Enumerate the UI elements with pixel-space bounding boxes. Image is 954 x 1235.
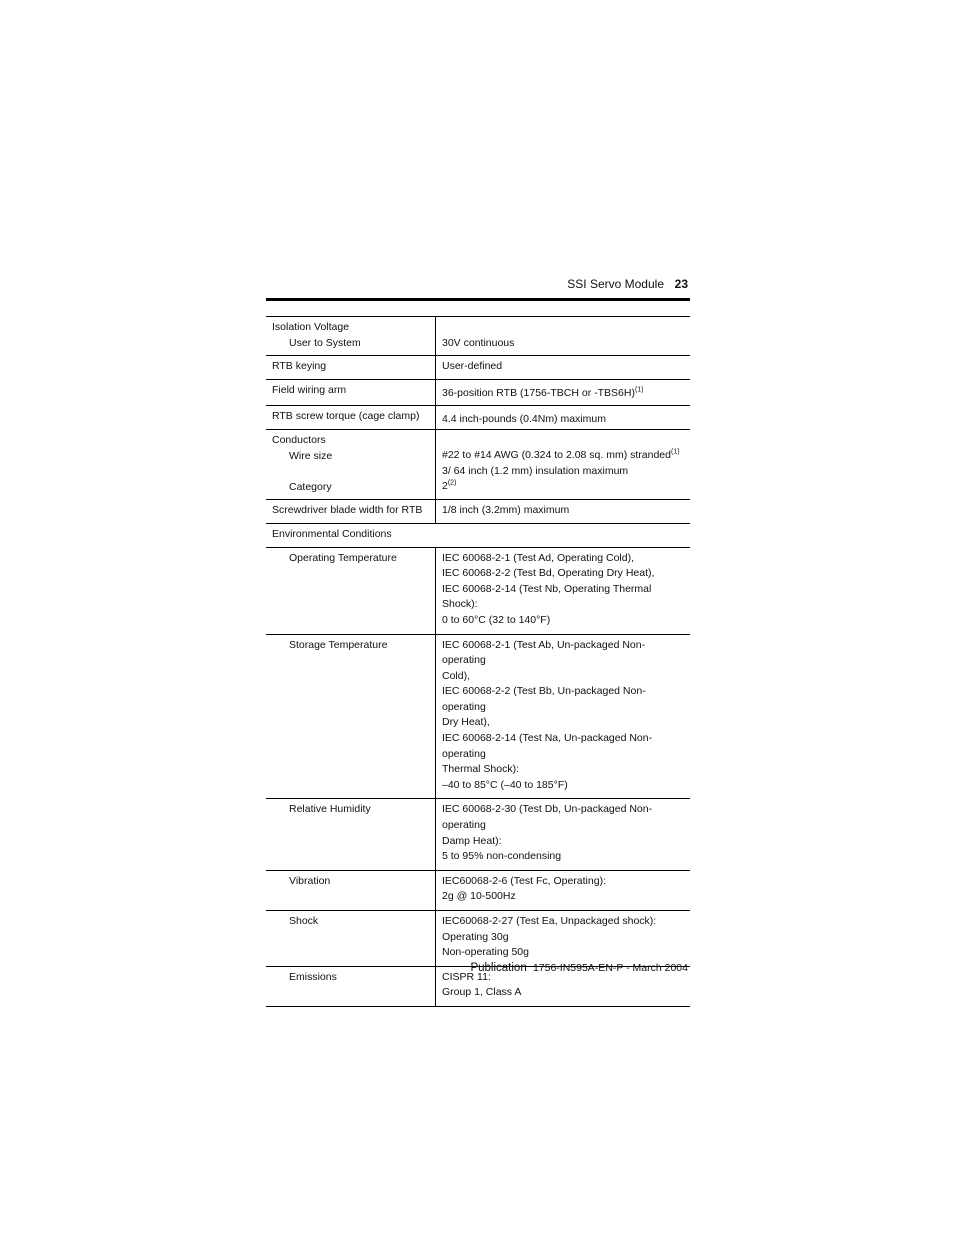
specifications-table <box>266 316 690 1007</box>
table-row <box>266 870 690 910</box>
row-value: IEC 60068-2-14 (Test Na, Un-packaged Non-operating <box>442 732 653 760</box>
table-row <box>266 911 690 967</box>
table-row <box>266 523 690 547</box>
row-label: Storage Temperature <box>289 638 388 651</box>
row-label: Emissions <box>289 970 337 983</box>
value-cell <box>436 870 691 910</box>
label-cell <box>266 379 436 406</box>
footnote-ref: (1) <box>671 448 680 456</box>
value-cell <box>436 500 691 524</box>
category-value: 2 <box>442 480 448 493</box>
row-value: IEC60068-2-27 (Test Ea, Unpackaged shock): <box>442 915 657 927</box>
row-label: RTB keying <box>272 360 327 373</box>
label-cell <box>266 911 436 967</box>
value-cell <box>436 356 691 380</box>
row-value <box>442 448 684 464</box>
row-value: Thermal Shock): <box>442 763 520 776</box>
table-row <box>266 317 690 356</box>
row-label: Relative Humidity <box>289 803 371 816</box>
spacer <box>272 464 429 480</box>
row-value: 3/ 64 inch (1.2 mm) insulation maximum <box>442 464 629 477</box>
row-value: 1/8 inch (3.2mm) maximum <box>442 504 570 517</box>
row-value: IEC 60068-2-2 (Test Bb, Un-packaged Non-operating <box>442 685 646 713</box>
row-value: IEC60068-2-6 (Test Fc, Operating): <box>442 874 606 887</box>
value-cell <box>436 634 691 799</box>
value-cell <box>436 317 691 356</box>
row-value: 30V continuous <box>442 336 515 349</box>
row-sublabel: User to System <box>289 336 361 349</box>
page-footer <box>470 962 688 974</box>
row-value: 5 to 95% non-condensing <box>442 850 562 863</box>
row-sublabel: Wire size <box>289 449 333 462</box>
page-number: 23 <box>674 277 688 291</box>
label-cell <box>266 966 436 1006</box>
table-row <box>266 799 690 870</box>
row-value: 0 to 60°C (32 to 140°F) <box>442 613 551 626</box>
spacer <box>442 320 684 336</box>
table-row <box>266 634 690 799</box>
label-cell <box>266 317 436 356</box>
row-value: IEC 60068-2-30 (Test Db, Un-packaged Non-operating <box>442 803 653 832</box>
row-value <box>442 479 684 495</box>
row-sublabel: Category <box>289 480 332 493</box>
table-row <box>266 356 690 380</box>
row-value: 2g @ 10-500Hz <box>442 890 516 903</box>
footnote-ref: (1) <box>634 386 644 394</box>
value-cell <box>436 429 691 499</box>
wire-size-value: #22 to #14 AWG (0.324 to 2.08 sq. mm) stranded <box>442 448 671 461</box>
value-cell <box>436 547 691 634</box>
row-label: RTB screw torque (cage clamp) <box>272 410 420 423</box>
row-label: Conductors <box>272 433 326 446</box>
row-label: Shock <box>289 915 319 927</box>
table-row <box>266 429 690 499</box>
row-value: Non-operating 50g <box>442 946 529 959</box>
row-value: CISPR 11: <box>442 970 491 983</box>
label-cell <box>266 500 436 524</box>
table-row <box>266 379 690 406</box>
row-label: Isolation Voltage <box>272 321 350 333</box>
row-value: IEC 60068-2-2 (Test Bd, Operating Dry Heat), <box>442 567 655 580</box>
header-rule <box>266 298 690 301</box>
table-row <box>266 406 690 430</box>
page-header <box>266 270 690 296</box>
section-heading: Environmental Conditions <box>272 527 392 540</box>
row-label: Operating Temperature <box>289 551 397 564</box>
header-title: SSI Servo Module <box>567 277 664 291</box>
row-label: Screwdriver blade width for RTB <box>272 504 423 517</box>
row-label: Vibration <box>289 874 331 887</box>
label-cell <box>266 523 690 547</box>
row-value: IEC 60068-2-1 (Test Ab, Un-packaged Non-operating <box>442 638 646 667</box>
row-value: 36-position RTB (1756-TBCH or -TBS6H) <box>442 386 635 399</box>
row-value: Damp Heat): <box>442 834 502 847</box>
footnote-ref: (2) <box>447 479 457 487</box>
value-cell <box>436 406 691 430</box>
row-value: IEC 60068-2-1 (Test Ad, Operating Cold), <box>442 551 635 564</box>
row-value: Group 1, Class A <box>442 986 522 999</box>
label-cell <box>266 634 436 799</box>
row-value: Dry Heat), <box>442 716 490 729</box>
publication-number: 1756-IN595A-EN-P - March 2004 <box>532 962 688 974</box>
label-cell <box>266 429 436 499</box>
table-row <box>266 500 690 524</box>
row-value: User-defined <box>442 360 503 373</box>
row-value: –40 to 85°C (–40 to 185°F) <box>442 778 568 791</box>
label-cell <box>266 356 436 380</box>
row-label: Field wiring arm <box>272 383 347 396</box>
value-cell <box>436 911 691 967</box>
value-cell <box>436 379 691 406</box>
page <box>266 270 690 999</box>
row-value: Cold), <box>442 669 471 682</box>
label-cell <box>266 870 436 910</box>
label-cell <box>266 547 436 634</box>
row-value: IEC 60068-2-14 (Test Nb, Operating Thermal Shock): <box>442 582 652 611</box>
publication-label: Publication <box>470 962 527 974</box>
label-cell <box>266 406 436 430</box>
label-cell <box>266 799 436 870</box>
row-value: Operating 30g <box>442 930 509 943</box>
row-value: 4.4 inch-pounds (0.4Nm) maximum <box>442 413 606 426</box>
value-cell <box>436 799 691 870</box>
table-row <box>266 547 690 634</box>
